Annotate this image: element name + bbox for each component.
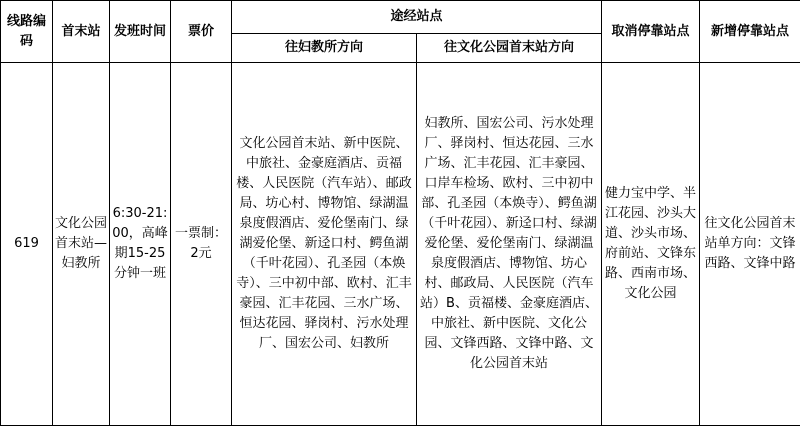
cell-direction-b-stops: 妇教所、国宏公司、污水处理厂、驿岗村、恒达花园、三水广场、汇丰花园、汇丰豪园、口岸车检场、欧村、三中初中部、孔圣园（本焕寺）、鳄鱼湖（千叶花园）、新迳口村、绿湖爱伦堡、爱伦堡南门、绿湖温泉度假酒店、博物馆、坊心村、邮政局、人民医院（汽车站）B、贡福楼、金豪庭酒店、中旅社、新中医院、文化公园、文锋西路、文锋中路、文化公园首末站 [417,63,602,426]
cell-fare: 一票制：2元 [171,63,232,426]
cell-direction-a-stops: 文化公园首末站、新中医院、中旅社、金豪庭酒店、贡福楼、人民医院（汽车站）、邮政局、坊心村、博物馆、绿湖温泉度假酒店、爱伦堡南门、绿湖爱伦堡、新迳口村、鳄鱼湖（千叶花园）、孔圣园（本焕寺）、三中初中部、欧村、汇丰豪园、汇丰花园、三水广场、恒达花园、驿岗村、污水处理厂、国宏公司、妇教所 [232,63,417,426]
header-schedule: 发班时间 [110,1,171,63]
header-first-last: 首末站 [53,1,110,63]
table-row [1,63,800,426]
header-fare: 票价 [171,1,232,63]
header-direction-b: 往文化公园首末站方向 [417,34,602,63]
header-added: 新增停靠站点 [700,1,800,63]
cell-cancelled-stops: 健力宝中学、半江花园、沙头大道、沙头市场、府前站、文锋东路、西南市场、文化公园 [602,63,700,426]
header-route-code: 线路编码 [1,1,53,63]
cell-added-stops: 往文化公园首末站单方向：文锋西路、文锋中路 [700,63,800,426]
cell-schedule: 6:30-21:00，高峰期15-25分钟一班 [110,63,171,426]
header-cancelled: 取消停靠站点 [602,1,700,63]
header-direction-a: 往妇教所方向 [232,34,417,63]
header-via: 途经站点 [232,1,602,34]
cell-route-code: 619 [1,63,53,426]
cell-first-last: 文化公园首末站—妇教所 [53,63,110,426]
